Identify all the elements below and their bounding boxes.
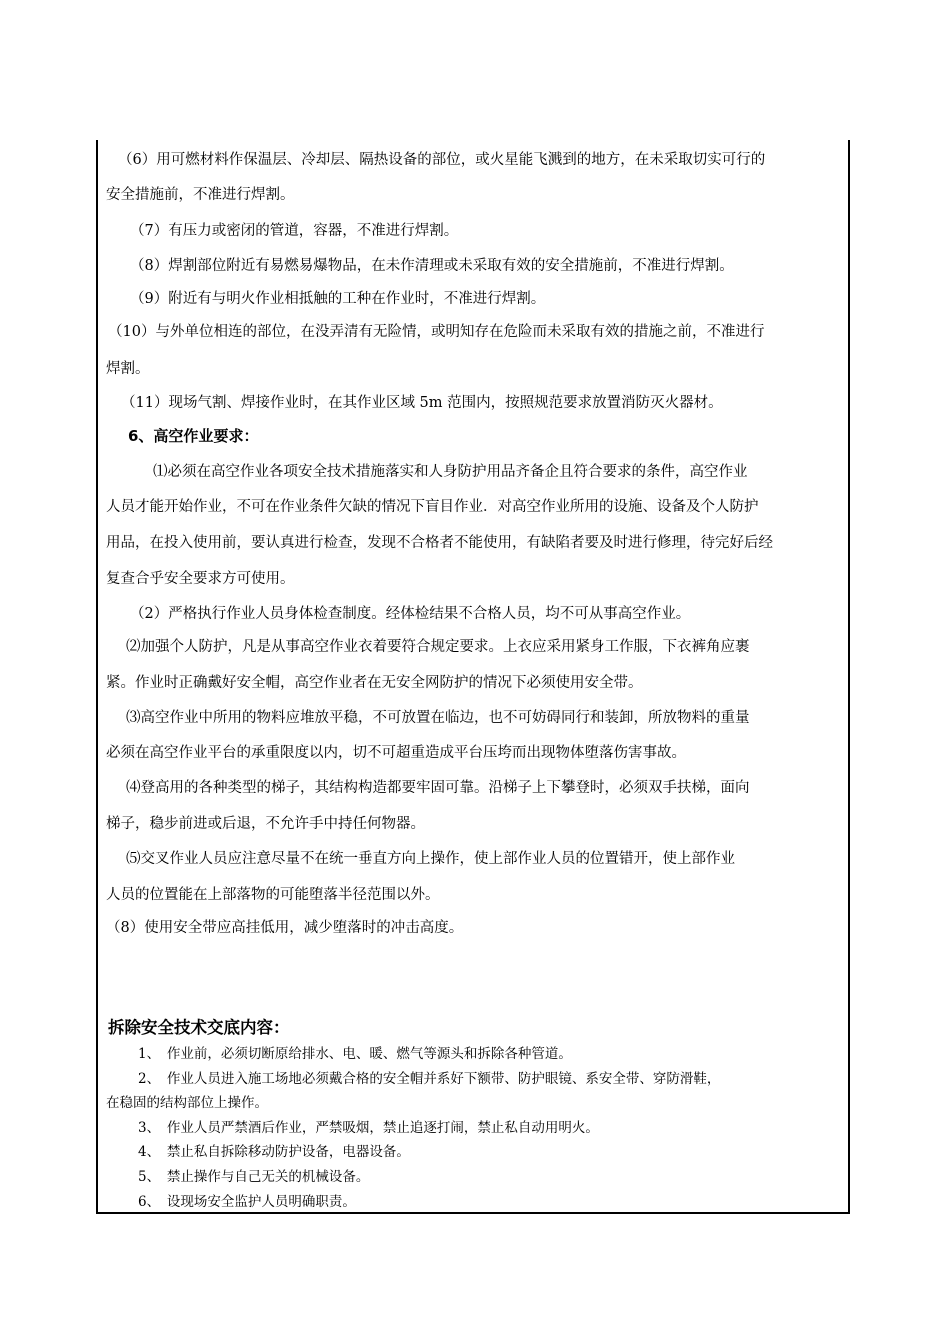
height-p6-line1: ⑸交叉作业人员应注意尽量不在统一垂直方向上操作，使上部作业人员的位置错开，使上部作业 <box>126 851 735 867</box>
height-p5-line2: 梯子，稳步前进或后退，不允许手中持任何物器。 <box>106 816 425 832</box>
demolition-item-3: 3、 作业人员严禁酒后作业，严禁吸烟，禁止追逐打闹，禁止私自动用明火。 <box>138 1120 599 1136</box>
weld-item-11: （11）现场气割、焊接作业时，在其作业区域 5m 范围内，按照规范要求放置消防灭火器材。 <box>121 395 723 411</box>
demolition-item-6: 6、 设现场安全监护人员明确职责。 <box>138 1194 356 1210</box>
weld-item-6-line2: 安全措施前，不准进行焊割。 <box>106 187 295 203</box>
weld-item-9: （9）附近有与明火作业相抵触的工种在作业时，不准进行焊割。 <box>130 291 546 307</box>
demolition-item-4: 4、 禁止私自拆除移动防护设备，电器设备。 <box>138 1144 410 1160</box>
height-p1-line1: ⑴必须在高空作业各项安全技术措施落实和人身防护用品齐备企且符合要求的条件，高空作业 <box>153 464 748 480</box>
weld-item-10-line2: 焊割。 <box>106 361 150 377</box>
height-p7: （8）使用安全带应高挂低用，减少堕落时的冲击高度。 <box>106 920 464 936</box>
height-p3-line2: 紧。作业时正确戴好安全帽，高空作业者在无安全网防护的情况下必须使用安全带。 <box>106 675 643 691</box>
weld-item-7: （7）有压力或密闭的管道，容器，不准进行焊割。 <box>130 223 459 239</box>
height-p6-line2: 人员的位置能在上部落物的可能堕落半径范围以外。 <box>106 887 440 903</box>
height-p2: （2）严格执行作业人员身体检查制度。经体检结果不合格人员，均不可从事高空作业。 <box>130 606 691 622</box>
weld-item-6-line1: （6）用可燃材料作保温层、冷却层、隔热设备的部位，或火星能飞溅到的地方，在未采取切实可行的 <box>118 152 766 168</box>
height-p1-line2: 人员才能开始作业，不可在作业条件欠缺的情况下盲目作业．对高空作业所用的设施、设备及个人防护 <box>106 499 759 515</box>
demolition-item-5: 5、 禁止操作与自己无关的机械设备。 <box>138 1169 370 1185</box>
weld-item-10-line1: （10）与外单位相连的部位，在没弄清有无险情，或明知存在危险而未采取有效的措施之前，不准进行 <box>108 324 765 340</box>
demolition-item-2-line1: 2、 作业人员进入施工场地必须戴合格的安全帽并系好下额带、防护眼镜、系安全带、穿防滑鞋， <box>138 1071 721 1087</box>
height-p1-line4: 复查合乎安全要求方可使用。 <box>106 571 295 587</box>
height-p3-line1: ⑵加强个人防护，凡是从事高空作业衣着要符合规定要求。上衣应采用紧身工作服，下衣裤角应裹 <box>126 639 750 655</box>
demolition-item-2-line2: 在稳固的结构部位上操作。 <box>106 1095 268 1111</box>
height-p5-line1: ⑷登高用的各种类型的梯子，其结构构造都要牢固可靠。沿梯子上下攀登时，必须双手扶梯，面向 <box>126 780 750 796</box>
demolition-item-1: 1、 作业前，必须切断原给排水、电、暖、燃气等源头和拆除各种管道。 <box>138 1046 572 1062</box>
height-p1-line3: 用品，在投入使用前，要认真进行检查，发现不合格者不能使用，有缺陷者要及时进行修理，待完好后经 <box>106 535 773 551</box>
height-section-title: 6、高空作业要求： <box>128 427 259 445</box>
height-p4-line2: 必须在高空作业平台的承重限度以内，切不可超重造成平台压垮而出现物体堕落伤害事故。 <box>106 745 686 761</box>
weld-item-8: （8）焊割部位附近有易燃易爆物品，在未作清理或未采取有效的安全措施前，不准进行焊割。 <box>130 258 734 274</box>
height-p4-line1: ⑶高空作业中所用的物料应堆放平稳，不可放置在临边，也不可妨碍同行和装卸，所放物料的重量 <box>126 710 750 726</box>
demolition-section-title: 拆除安全技术交底内容： <box>108 1018 290 1037</box>
